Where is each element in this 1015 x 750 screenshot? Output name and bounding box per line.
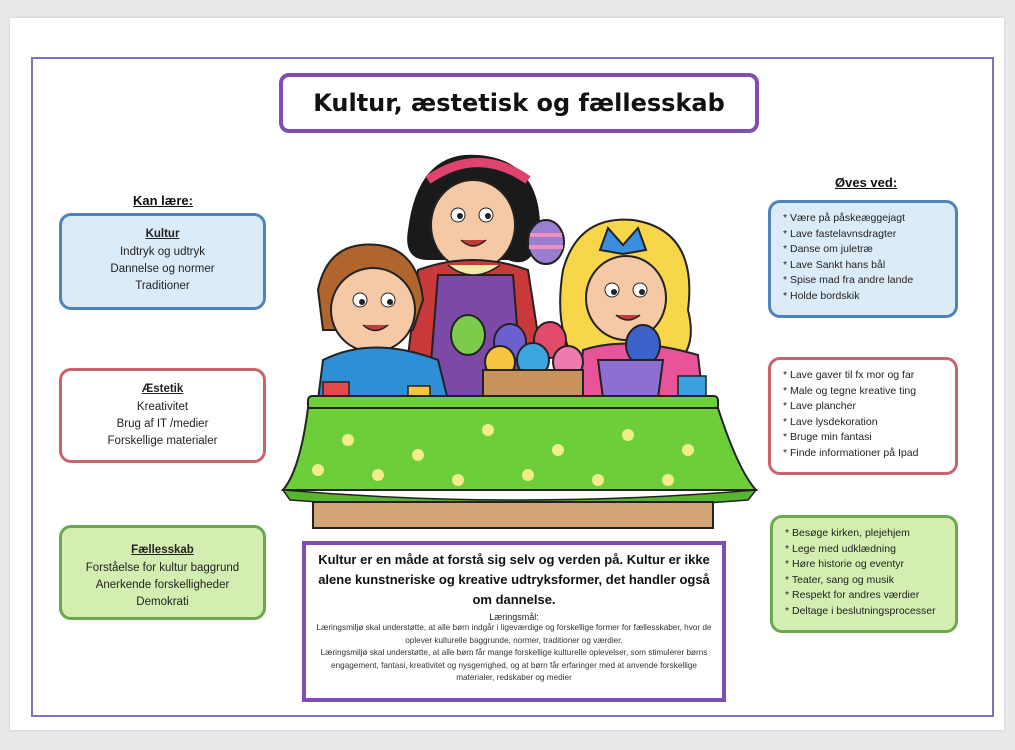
left-column-heading: Kan lære: xyxy=(133,193,193,208)
practice-box-traditions xyxy=(768,200,958,318)
practice-item: * Lave Sankt hans bål xyxy=(783,258,886,271)
painted-egg-icon xyxy=(528,220,564,264)
practice-item: * Finde informationer på Ipad xyxy=(783,446,919,459)
learn-box-kultur xyxy=(59,213,266,310)
learn-item: Anerkende forskelligheder xyxy=(95,579,230,591)
learn-item: Forståelse for kultur baggrund xyxy=(85,562,240,574)
learn-box-heading: Fællesskab xyxy=(131,544,194,556)
practice-item: * Være på påskeæggejagt xyxy=(783,212,905,224)
easter-egg-painting-illustration xyxy=(278,150,760,532)
practice-box-creative xyxy=(768,357,958,475)
learn-box-heading: Æstetik xyxy=(141,383,184,395)
culture-description-box xyxy=(302,541,726,702)
practice-item: * Male og tegne kreative ting xyxy=(783,384,917,397)
practice-item: * Lave gaver til fx mor og far xyxy=(783,369,915,381)
learn-item: Indtryk og udtryk xyxy=(119,246,205,258)
green-tablecloth xyxy=(283,396,756,528)
learn-box-faellesskab xyxy=(59,525,266,620)
title-box xyxy=(279,73,759,133)
right-column-heading: Øves ved: xyxy=(835,175,898,190)
practice-item: * Høre historie og eventyr xyxy=(785,558,905,570)
poster-title: Kultur, æstetisk og fællesskab xyxy=(313,89,725,117)
learn-item: Dannelse og normer xyxy=(110,263,215,275)
learn-box-aestetik xyxy=(59,368,266,463)
practice-item: * Teater, sang og musik xyxy=(785,573,894,586)
learning-goal: Læringsmiljø skal understøtte, at alle børn får mange forskellige kulturelle oplevelser, som stimulerer børns engagement, fantasi, kreativitet og nysgerrighed, og at børn får erfaringer med at anvende forskellige materialer, redskaber og medier xyxy=(320,648,708,682)
learning-goals-heading: Læringsmål: xyxy=(489,612,539,622)
learn-item: Demokrati xyxy=(136,596,189,608)
practice-item: * Lave plancher xyxy=(783,400,856,412)
practice-item: * Holde bordskik xyxy=(783,289,860,302)
learn-item: Kreativitet xyxy=(136,401,189,413)
learn-item: Brug af IT /medier xyxy=(116,418,209,430)
practice-item: * Lave lysdekoration xyxy=(783,415,878,428)
practice-item: * Lave fastelavnsdragter xyxy=(783,227,897,240)
learning-goal: Læringsmiljø skal understøtte, at alle børn indgår i ligeværdige og forskellige former for fællesskaber, hvor de oplever kulturelle baggrunde, normer, traditioner og værdier. xyxy=(316,623,712,645)
culture-intro-text: Kultur er en måde at forstå sig selv og verden på. Kultur er ikke alene kunstneriske og kreative udtryksformer, det handler også om dannelse. xyxy=(318,552,710,607)
learn-item: Traditioner xyxy=(135,280,190,292)
learn-item: Forskellige materialer xyxy=(107,435,218,447)
practice-item: * Danse om juletræ xyxy=(783,243,873,255)
practice-item: * Deltage i beslutningsprocesser xyxy=(785,604,936,617)
practice-item: * Spise mad fra andre lande xyxy=(783,274,914,286)
practice-item: * Bruge min fantasi xyxy=(783,431,872,443)
practice-item: * Respekt for andres værdier xyxy=(785,589,920,601)
practice-box-community xyxy=(770,515,958,633)
practice-item: * Lege med udklædning xyxy=(785,542,896,555)
practice-item: * Besøge kirken, plejehjem xyxy=(785,527,910,539)
learn-box-heading: Kultur xyxy=(145,228,180,240)
